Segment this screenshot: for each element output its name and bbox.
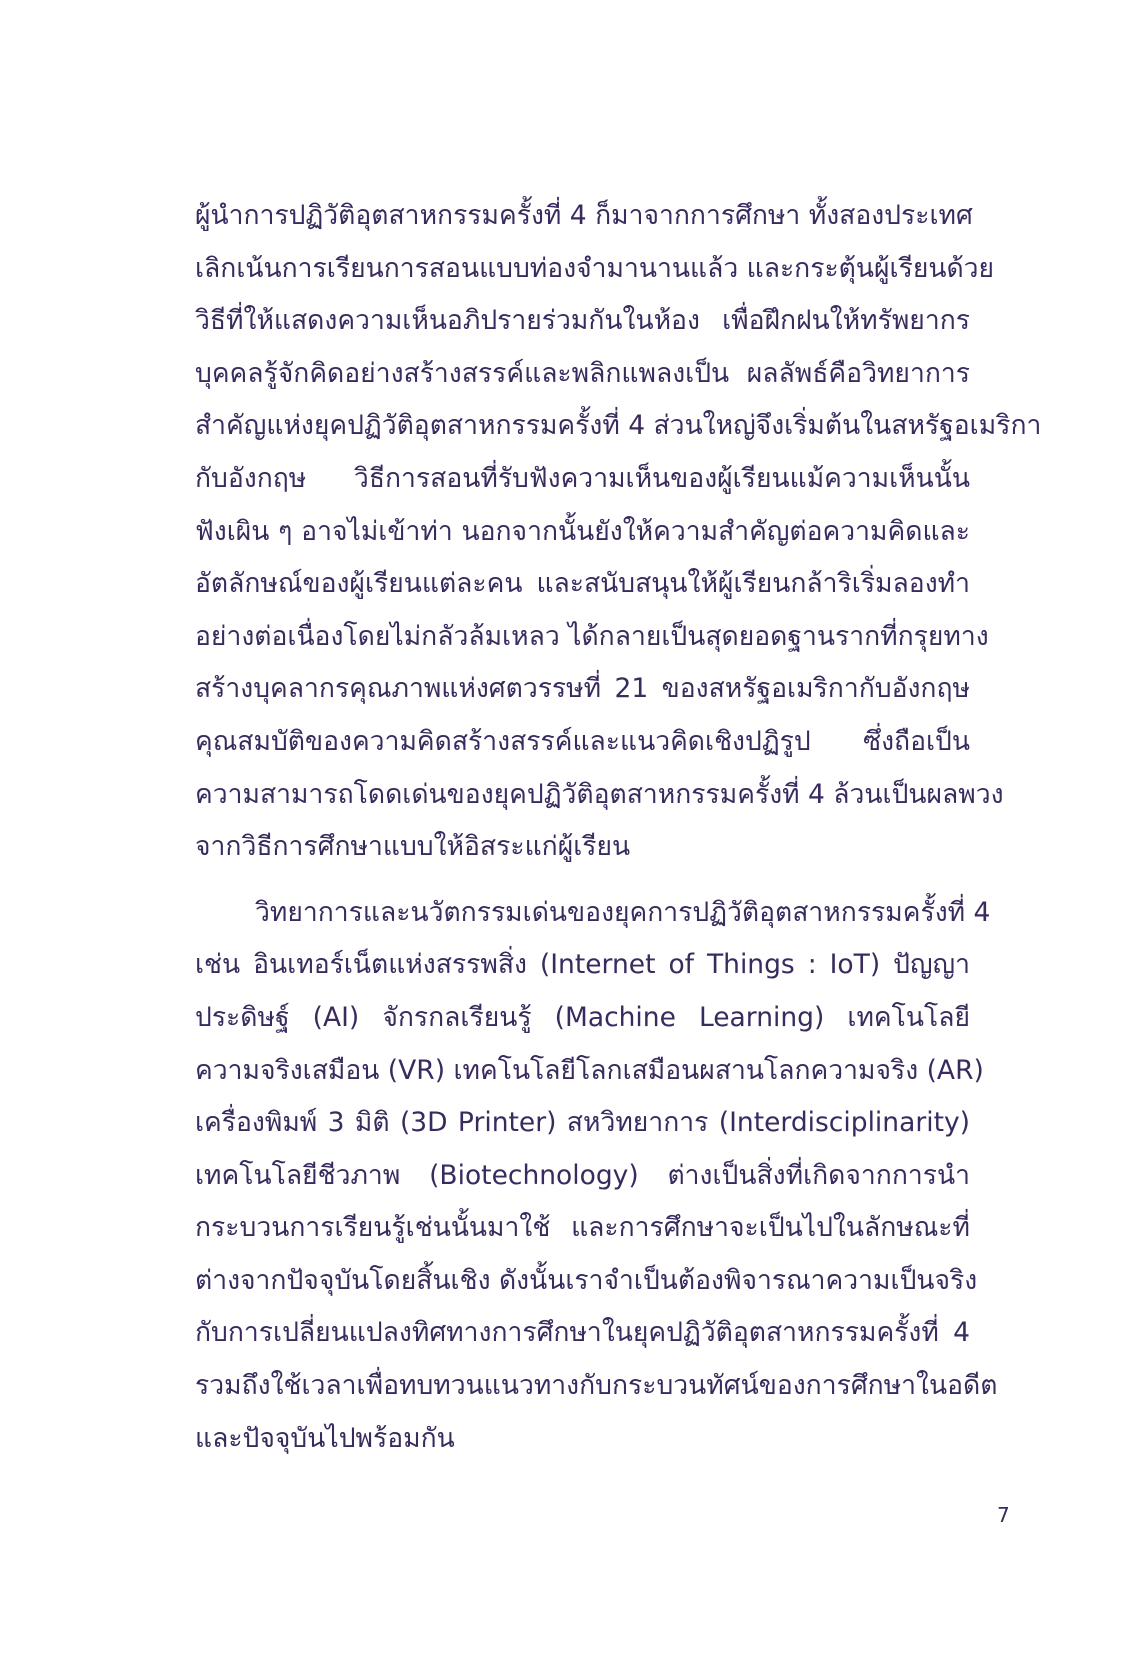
body-text [195,190,1042,1465]
paragraph-line: อย่างต่อเนื่องโดยไม่กลัวล้มเหลว ได้กลายเป็นสุดยอดฐานรากที่กรุยทาง [195,620,989,652]
paragraph-line: ความสามารถโดดเด่นของยุคปฏิวัติอุตสาหกรรมครั้งที่ 4 ล้วนเป็นผลพวง [195,778,1004,810]
paragraph-2 [195,887,998,1466]
paragraph-line: วิทยาการและนวัตกรรมเด่นของยุคการปฏิวัติอุตสาหกรรมครั้งที่ 4 [255,896,991,928]
paragraph-line: ประดิษฐ์ (AI) จักรกลเรียนรู้ (Machine Learning) เทคโนโลยี [195,1001,970,1033]
paragraph-line: เช่น อินเทอร์เน็ตแห่งสรรพสิ่ง (Internet of Things : IoT) ปัญญา [195,949,970,981]
paragraph-1 [195,190,1042,874]
paragraph-line: บุคคลรู้จักคิดอย่างสร้างสรรค์และพลิกแพลงเป็น ผลลัพธ์คือวิทยาการ [195,357,970,389]
paragraph-line: จากวิธีการศึกษาแบบให้อิสระแก่ผู้เรียน [195,831,631,863]
paragraph-line: รวมถึงใช้เวลาเพื่อทบทวนแนวทางกับกระบวนทัศน์ของการศึกษาในอดีต [195,1370,998,1402]
paragraph-line: และปัจจุบันไปพร้อมกัน [195,1422,455,1454]
paragraph-line: อัตลักษณ์ของผู้เรียนแต่ละคน และสนับสนุนให้ผู้เรียนกล้าริเริ่มลองทำ [195,568,970,600]
paragraph-line: สร้างบุคลากรคุณภาพแห่งศตวรรษที่ 21 ของสหรัฐอเมริกากับอังกฤษ [195,673,970,705]
paragraph-line: สำคัญแห่งยุคปฏิวัติอุตสาหกรรมครั้งที่ 4 ส่วนใหญ่จึงเริ่มต้นในสหรัฐอเมริกา [195,410,1042,442]
paragraph-line: เครื่องพิมพ์ 3 มิติ (3D Printer) สหวิทยาการ (Interdisciplinarity) [195,1107,970,1139]
paragraph-line: ฟังเผิน ๆ อาจไม่เข้าท่า นอกจากนั้นยังให้ความสำคัญต่อความคิดและ [195,515,970,547]
paragraph-line: คุณสมบัติของความคิดสร้างสรรค์และแนวคิดเชิงปฏิรูป ซึ่งถือเป็น [195,725,970,757]
paragraph-line: เลิกเน้นการเรียนการสอนแบบท่องจำมานานแล้ว และกระตุ้นผู้เรียนด้วย [195,252,995,284]
paragraph-line: ความจริงเสมือน (VR) เทคโนโลยีโลกเสมือนผสานโลกความจริง (AR) [195,1054,984,1086]
paragraph-line: กับการเปลี่ยนแปลงทิศทางการศึกษาในยุคปฏิวัติอุตสาหกรรมครั้งที่ 4 [195,1317,970,1349]
paragraph-line: กระบวนการเรียนรู้เช่นนั้นมาใช้ และการศึกษาจะเป็นไปในลักษณะที่ [195,1212,970,1244]
paragraph-line: กับอังกฤษ วิธีการสอนที่รับฟังความเห็นของผู้เรียนแม้ความเห็นนั้น [195,462,970,494]
paragraph-line: เทคโนโลยีชีวภาพ (Biotechnology) ต่างเป็นสิ่งที่เกิดจากการนำ [195,1159,970,1191]
paragraph-line: ต่างจากปัจจุบันโดยสิ้นเชิง ดังนั้นเราจำเป็นต้องพิจารณาความเป็นจริง [195,1264,978,1296]
page-number: 7 [997,1503,1010,1527]
paragraph-line: วิธีที่ให้แสดงความเห็นอภิปรายร่วมกันในห้อง เพื่อฝึกฝนให้ทรัพยากร [195,305,970,337]
paragraph-line: ผู้นำการปฏิวัติอุตสาหกรรมครั้งที่ 4 ก็มาจากการศึกษา ทั้งสองประเทศ [195,200,973,231]
paragraph-spacer [195,874,970,887]
